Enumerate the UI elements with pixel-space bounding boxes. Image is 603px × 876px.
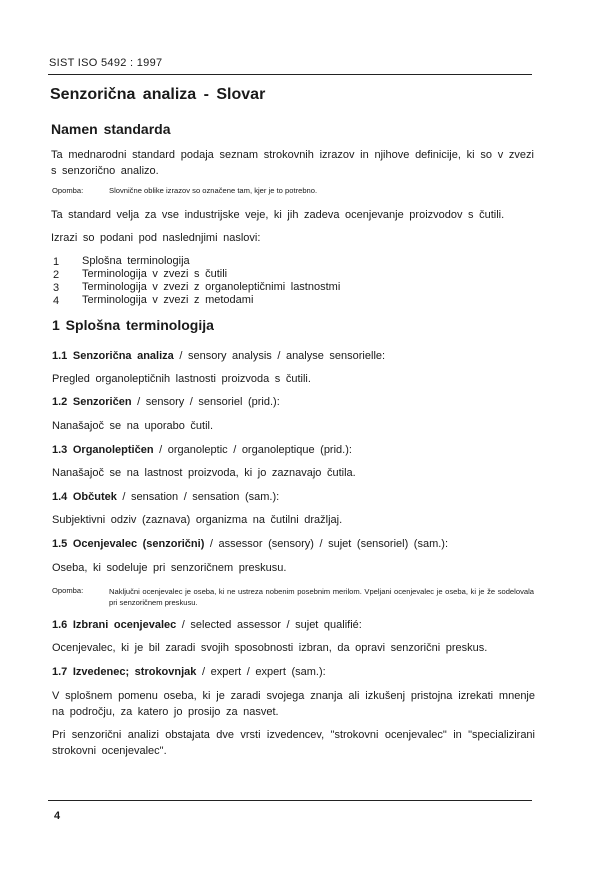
term-number: 1.6 (52, 619, 68, 631)
term-definition: Ocenjevalec, ki je bil zaradi svojih sposobnosti izbran, da opravi senzorični preskus. (52, 642, 488, 654)
term-number: 1.1 (52, 350, 68, 362)
purpose-heading: Namen standarda (51, 121, 171, 137)
term-extra-paragraph: Pri senzorični analizi obstajata dve vrsti izvedencev, "strokovni ocenjevalec" in "specializirani strokovni ocenjevalec". (52, 729, 535, 757)
page-number: 4 (54, 810, 61, 822)
list-item-label: Terminologija v zvezi s čutili (82, 268, 228, 280)
note-label: Opomba: (52, 186, 84, 195)
section-heading: 1 Splošna terminologija (52, 317, 214, 333)
term-definition: V splošnem pomenu oseba, ki je zaradi svojega znanja ali izkušenj pristojna izrekati mnenje na področju, za katero jo prosijo za nasvet. (52, 690, 535, 718)
term-translations: / sensation / sensation (sam.): (116, 491, 280, 503)
scope-paragraph: Ta standard velja za vse industrijske veje, ki jih zadeva ocenjevanje proizvodov s čutili. (51, 209, 505, 221)
term-definition: Nanašajoč se na lastnost proizvoda, ki jo zaznavajo čutila. (52, 467, 356, 479)
term-entry (52, 444, 352, 456)
term-definition: Subjektivni odziv (zaznava) organizma na čutilni dražljaj. (52, 514, 343, 526)
term-definition: Nanašajoč se na uporabo čutil. (52, 420, 214, 432)
term-name: Izvedenec; strokovnjak (72, 666, 197, 678)
term-entry (52, 619, 362, 631)
term-translations: / expert / expert (sam.): (196, 666, 326, 678)
term-definition: Pregled organoleptičnih lastnosti proizvoda s čutili. (52, 373, 311, 385)
standard-id-header: SIST ISO 5492 : 1997 (49, 57, 163, 69)
document-title: Senzorična analiza - Slovar (50, 86, 266, 103)
note-label: Opomba: (52, 586, 84, 595)
headings-intro: Izrazi so podani pod naslednjimi naslovi: (51, 232, 261, 244)
term-name: Izbrani ocenjevalec (72, 619, 177, 631)
list-item-num: 4 (53, 295, 60, 307)
intro-paragraph: Ta mednarodni standard podaja seznam strokovnih izrazov in njihove definicije, ki so v zvezi s senzorično analizo. (51, 149, 534, 177)
term-number: 1.5 (52, 538, 68, 550)
term-translations: / assessor (sensory) / sujet (sensoriel) (sam.): (204, 538, 449, 550)
term-number: 1.4 (52, 491, 68, 503)
term-entry (52, 491, 279, 503)
term-entry (52, 666, 326, 678)
term-translations: / organoleptic / organoleptique (prid.): (153, 444, 352, 456)
list-item-num: 1 (53, 256, 60, 268)
term-definition: Oseba, ki sodeluje pri senzoričnem preskusu. (52, 562, 287, 574)
term-name: Ocenjevalec (senzorični) (72, 538, 205, 550)
term-number: 1.7 (52, 666, 68, 678)
term-number: 1.3 (52, 444, 68, 456)
footer-rule (48, 800, 532, 801)
term-name: Občutek (72, 491, 117, 503)
term-number: 1.2 (52, 396, 68, 408)
term-entry (52, 538, 448, 550)
term-name: Organoleptičen (72, 444, 154, 456)
list-item-num: 2 (53, 269, 60, 281)
term-entry (52, 396, 280, 408)
list-item-label: Splošna terminologija (82, 255, 190, 267)
list-item-num: 3 (53, 282, 60, 294)
term-name: Senzoričen (72, 396, 132, 408)
term-entry (52, 350, 385, 362)
term-name: Senzorična analiza (72, 350, 174, 362)
list-item-label: Terminologija v zvezi z metodami (82, 294, 254, 306)
note-text: Slovnične oblike izrazov so označene tam, kjer je to potrebno. (109, 186, 318, 195)
list-item-label: Terminologija v zvezi z organoleptičnimi lastnostmi (82, 281, 341, 293)
term-translations: / sensory analysis / analyse sensorielle: (173, 350, 386, 362)
header-rule (48, 74, 532, 75)
note-text: Naključni ocenjevalec je oseba, ki ne ustreza nobenim posebnim merilom. Vpeljani ocenjevalec je oseba, ki je že sodelovala pri senzoričnem preskusu. (109, 587, 534, 607)
term-translations: / sensory / sensoriel (prid.): (131, 396, 280, 408)
term-translations: / selected assessor / sujet qualifié: (176, 619, 362, 631)
